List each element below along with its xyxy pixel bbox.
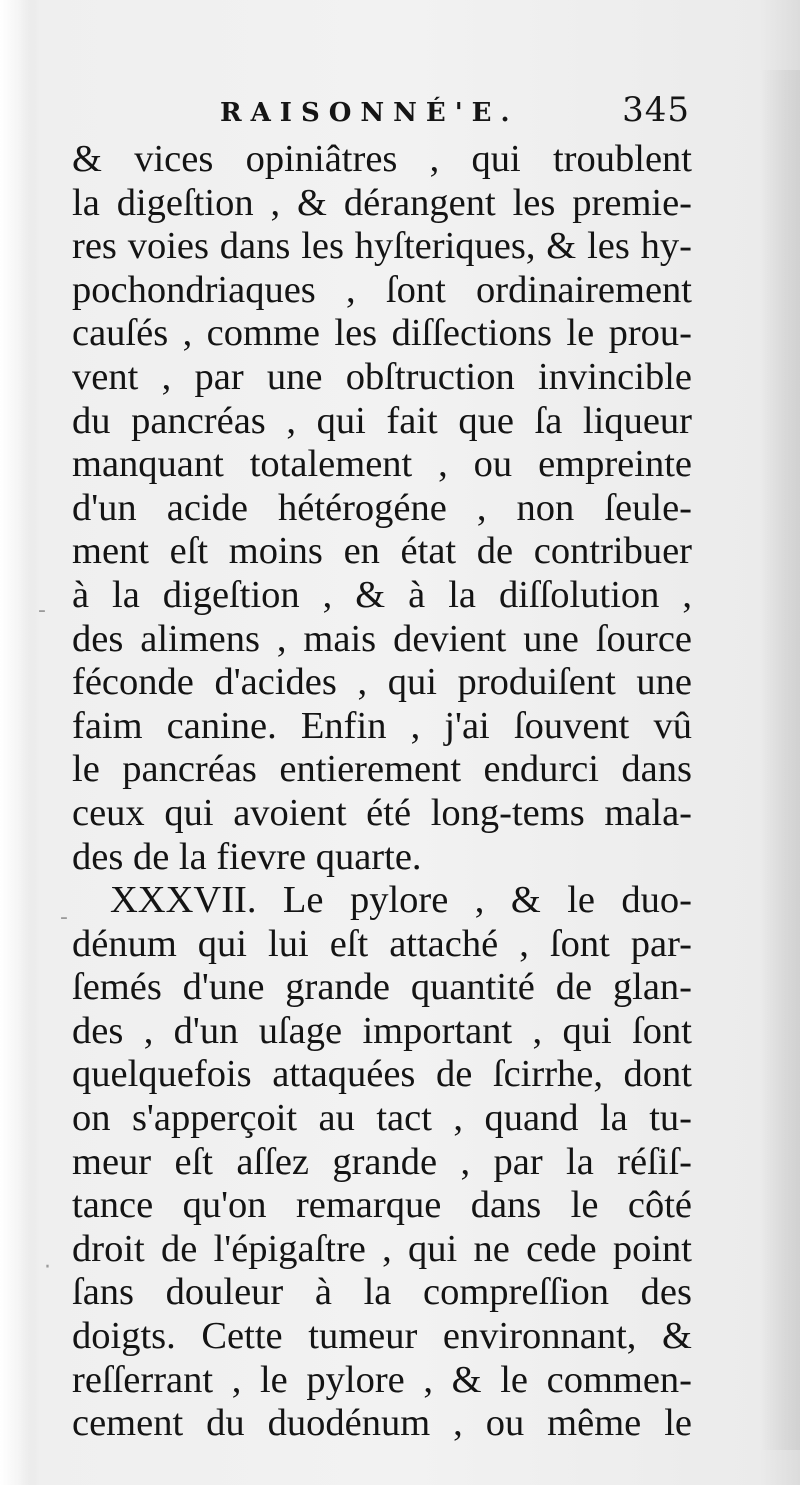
text-line: ſemés d'une grande quantité de glan- [72,966,692,1009]
text-line: à la digeſtion , & à la diſſolution , [72,573,692,616]
page-edge-shadow [760,70,800,1450]
running-head: RAISONNÉ'E. [220,98,519,128]
text-line: reſſerrant , le pylore , & le commen- [72,1358,692,1401]
text-line: doigts. Cette tumeur environnant, & [72,1315,692,1358]
text-line: & vices opiniâtres , qui troublent [72,138,692,180]
text-line: tance qu'on remarque dans le côté [72,1184,692,1227]
margin-dot-mark: · [44,1255,51,1280]
text-line: pochondriaques , ſont ordinairement [72,268,692,311]
text-line-paragraph-end: des de la fievre quarte. [72,835,422,878]
text-line: cauſés , comme les diſſections le prou- [72,312,692,355]
page-gutter [0,0,34,1485]
text-line: des alimens , mais devient une ſource [72,617,692,660]
text-line: quelquefois attaquées de ſcirrhe, dont [72,1053,692,1096]
text-line: ſans douleur à la compreſſion des [72,1271,692,1314]
text-line: vent , par une obſtruction invincible [72,355,692,398]
text-line: on s'apperçoit au tact , quand la tu- [72,1097,692,1140]
text-line: ceux qui avoient été long-tems mala- [72,791,692,834]
text-line: le pancréas entierement endurci dans [72,748,692,791]
page-header [220,88,690,138]
text-line: ment eſt moins en état de contribuer [72,530,692,573]
text-line: faim canine. Enfin , j'ai ſouvent vû [72,704,692,747]
text-line: féconde d'acides , qui produiſent une [72,661,692,704]
body-text [72,138,692,1446]
text-line: manquant totalement , ou empreinte [72,443,692,486]
text-line: la digeſtion , & dérangent les premie- [72,181,692,224]
text-line: cement du duodénum , ou même le [72,1402,692,1445]
text-line: des , d'un uſage important , qui ſont [72,1009,692,1052]
text-line: dénum qui lui eſt attaché , ſont par- [72,922,692,965]
page-number: 345 [622,90,690,130]
text-line: d'un acide hétérogéne , non ſeule- [72,486,692,529]
margin-dash-mark: - [60,905,68,930]
text-line: meur eſt aſſez grande , par la réſiſ- [72,1140,692,1183]
text-line: res voies dans les hyſteriques, & les hy- [72,225,692,268]
text-line: droit de l'épigaſtre , qui ne cede point [72,1227,692,1270]
margin-dash-mark: - [38,598,46,623]
text-line: du pancréas , qui fait que ſa liqueur [72,399,692,442]
text-line-section-start: XXXVII. Le pylore , & le duo- [110,879,692,922]
